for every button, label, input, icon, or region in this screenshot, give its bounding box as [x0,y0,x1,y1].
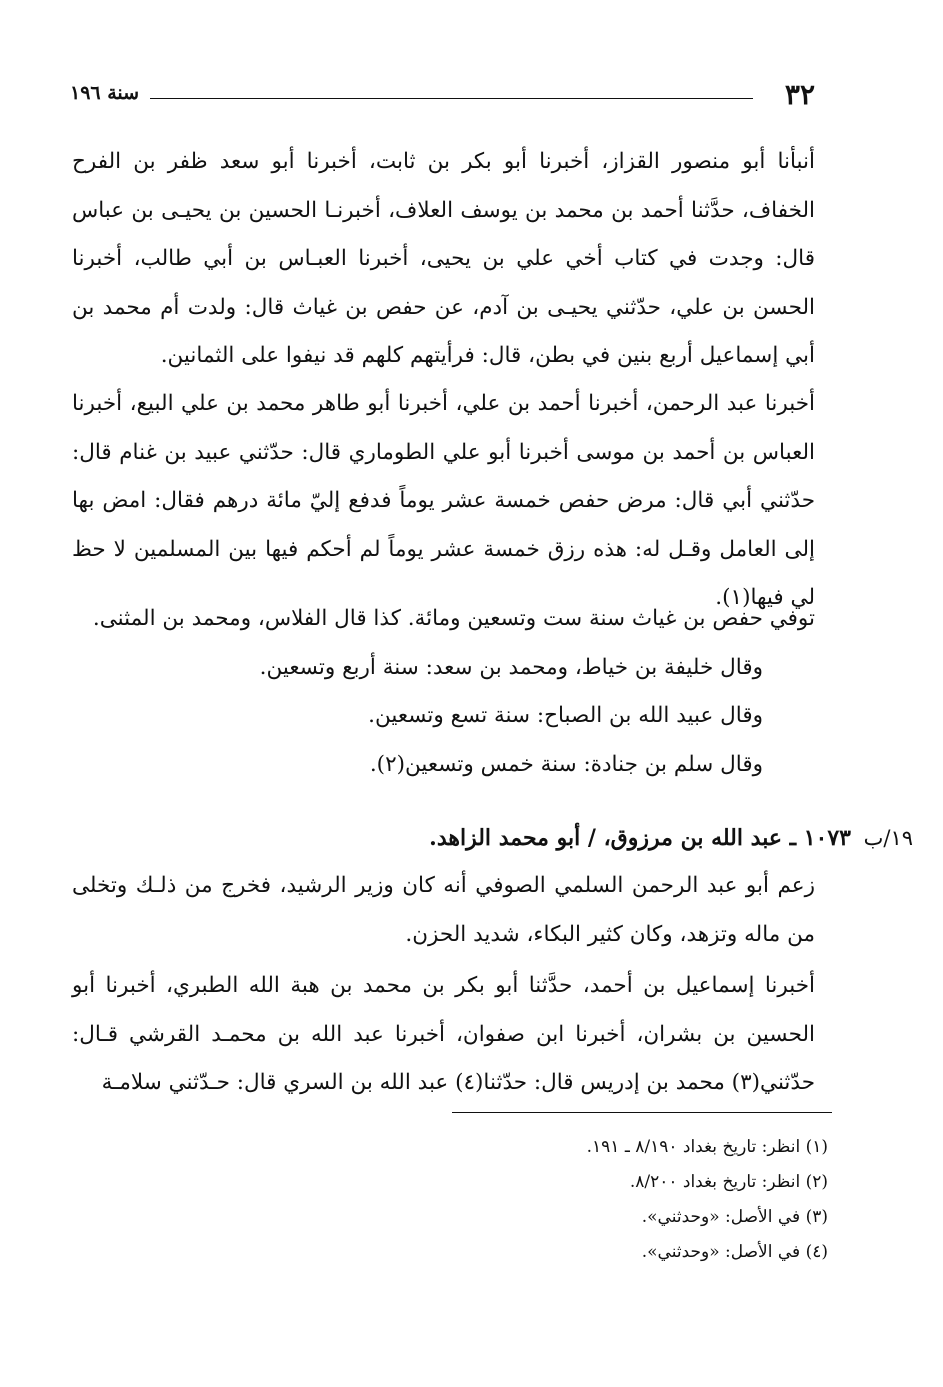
paragraph-7: زعم أبو عبد الرحمن السلمي الصوفي أنه كان وزير الرشيد، فخرج من ذلـك وتخلى من ماله وتزهد، وكان كثير البكاء، شديد الحزن. [72,873,815,947]
paragraph-7-block [72,862,815,959]
paragraph-1-block [72,138,815,381]
paragraph-4: وقال خليفة بن خياط، ومحمد بن سعد: سنة أربع وتسعين. [259,654,763,680]
footnote-3: (٣) في الأصل: «وحدثني». [641,1207,828,1227]
running-header [70,78,815,114]
header-rule [150,98,753,99]
paragraph-3: توفي حفص بن غياث سنة ست وتسعين ومائة. كذا قال الفلاس، ومحمد بن المثنى. [92,606,815,631]
paragraph-8-block [72,962,815,1108]
page-number: ٣٢ [784,78,815,111]
death-notes-block [72,595,815,789]
footnote-2: (٢) انظر: تاريخ بغداد ٨/٢٠٠. [629,1172,828,1192]
entry-heading: ١٠٧٣ ـ عبد الله بن مرزوق، / أبو محمد الزاهد. [429,825,851,851]
footnote-1: (١) انظر: تاريخ بغداد ٨/١٩٠ ـ ١٩١. [586,1137,828,1157]
paragraph-2: أخبرنا عبد الرحمن، أخبرنا أحمد بن علي، أخبرنا أبو طاهر محمد بن علي البيع، أخبرنا العباس بن أحمد بن موسى أخبرنا أبو علي الطوماري قال: حدّثني عبيد بن غنام قال: حدّثني أبي قال: مرض حفص خمسة عشر يوماً فدفع إليّ مائة درهم فقال: امض بها إلى العامل وقـل له: هذه رزق خمسة عشر يوماً لم أحكم فيها بين المسلمين لا حظ لي فيها(١). [72,391,815,610]
footnote-4: (٤) في الأصل: «وحدثني». [641,1242,828,1262]
margin-folio-reference: ١٩/ب [863,826,913,850]
paragraph-5: وقال عبيد الله بن الصباح: سنة تسع وتسعين. [368,703,763,728]
paragraph-8: أخبرنا إسماعيل بن أحمد، حدَّثنا أبو بكر بن محمد بن هبة الله الطبري، أخبرنا أبو الحسين بن بشران، أخبرنا ابن صفوان، أخبرنا عبد الله بن محمـد القرشي قـال: حدّثني(٣) محمد بن إدريس قال: حدّثنا(٤) عبد الله بن السري قال: حـدّثني سلامـة [72,973,815,1095]
paragraph-2-block [72,380,815,623]
paragraph-1: أنبأنا أبو منصور القزاز، أخبرنا أبو بكر بن ثابت، أخبرنا أبو سعد ظفر بن الفرح الخفاف، حدَّثنا أحمد بن محمد بن يوسف العلاف، أخبرنـا الحسين بن يحيـى بن عباس قال: وجدت في كتاب أخي علي بن يحيى، أخبرنا العبـاس بن أبي طالب، أخبرنا الحسن بن علي، حدّثني يحيـى بن آدم، عن حفص بن غياث قال: ولدت أم محمد بن أبي إسماعيل أربع بنين في بطن، قال: فرأيتهم كلهم قد نيفوا على الثمانين. [72,149,815,368]
footnotes [587,1130,828,1270]
year-label: سنة ١٩٦ [70,82,140,104]
paragraph-6: وقال سلم بن جنادة: سنة خمس وتسعين(٢). [369,751,763,777]
footnote-rule [452,1112,832,1113]
